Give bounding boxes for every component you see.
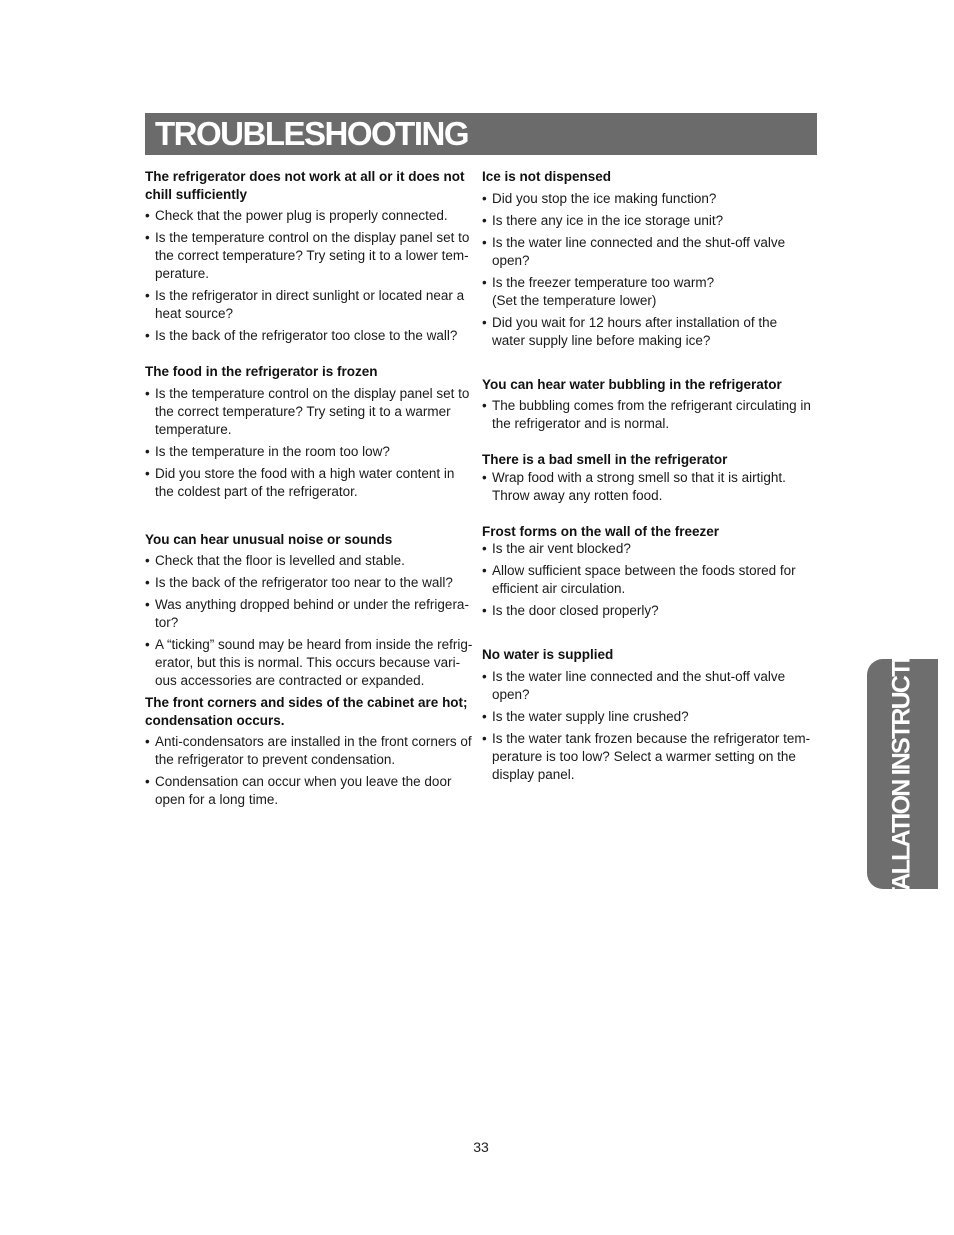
bullet-icon: • — [145, 774, 150, 789]
list-item — [482, 190, 812, 208]
bullet-icon: • — [482, 234, 487, 250]
list-item — [482, 540, 812, 558]
left-column — [145, 168, 473, 809]
bullet-icon: • — [145, 465, 150, 481]
list-item — [482, 562, 812, 598]
section-heading: There is a bad smell in the refrigerator — [482, 452, 728, 467]
bullet-icon: • — [145, 553, 150, 568]
list-item-text: A “ticking” sound may be heard from inside the refrig- erator, but this is normal. This occurs because vari- ous accessories are contracted or expanded. — [155, 637, 473, 688]
bullet-icon: • — [482, 314, 487, 330]
list-item-text: Did you store the food with a high water content in the coldest part of the refrigerator. — [155, 465, 455, 499]
list-item — [482, 397, 812, 433]
list-item — [145, 773, 473, 809]
list-item-text: Is there any ice in the ice storage unit? — [492, 212, 724, 228]
section-ice-not-dispensed — [482, 168, 812, 350]
list-item — [145, 636, 473, 690]
bullet-icon: • — [482, 668, 487, 684]
section-food-frozen — [145, 363, 473, 501]
page-number: 33 — [473, 1139, 489, 1155]
section-heading: No water is supplied — [482, 647, 614, 662]
list-item-text: Is the air vent blocked? — [492, 541, 631, 556]
section-heading: The refrigerator does not work at all or it does not chill sufficiently — [145, 169, 465, 202]
side-tab — [867, 609, 938, 939]
section-heading: The food in the refrigerator is frozen — [145, 364, 378, 379]
list-item-text: Is the temperature in the room too low? — [155, 443, 390, 459]
list-item-text: Is the freezer temperature too warm? (Set the temperature lower) — [492, 274, 715, 308]
list-item-text: Is the back of the refrigerator too near to the wall? — [155, 575, 453, 590]
bullet-list — [145, 552, 473, 690]
section-water-bubbling — [482, 376, 812, 434]
bullet-icon: • — [482, 274, 487, 290]
bullet-icon: • — [482, 398, 487, 413]
bullet-icon: • — [145, 597, 150, 612]
list-item — [145, 733, 473, 769]
list-item — [145, 229, 473, 283]
bullet-icon: • — [482, 708, 487, 724]
section-heading: You can hear water bubbling in the refrigerator — [482, 376, 782, 392]
bullet-list — [482, 540, 812, 620]
bullet-icon: • — [482, 603, 487, 618]
list-item-text: Was anything dropped behind or under the refrigera- tor? — [155, 597, 469, 630]
list-item — [145, 385, 473, 439]
list-item-text: Condensation can occur when you leave the door open for a long time. — [155, 774, 452, 807]
list-item-text: Is the water supply line crushed? — [492, 708, 689, 724]
section-heading: Ice is not dispensed — [482, 169, 612, 184]
list-item-text: Did you wait for 12 hours after installation of the water supply line before making ice? — [492, 314, 778, 348]
list-item — [145, 552, 473, 570]
list-item — [145, 287, 473, 323]
section-bad-smell — [482, 451, 812, 505]
page-title: TROUBLESHOOTING — [155, 115, 468, 152]
list-item — [145, 596, 473, 632]
bullet-icon: • — [145, 385, 150, 401]
list-item — [482, 314, 812, 350]
list-item — [145, 207, 473, 225]
bullet-icon: • — [145, 288, 150, 303]
list-item-text: Is the water tank frozen because the refrigerator tem- perature is too low? Select a warmer setting on the display panel. — [492, 730, 811, 782]
bullet-icon: • — [482, 563, 487, 578]
bullet-list — [145, 207, 473, 345]
bullet-icon: • — [482, 212, 487, 228]
list-item — [482, 708, 812, 726]
list-item — [482, 212, 812, 230]
list-item — [145, 443, 473, 461]
list-item — [482, 730, 812, 784]
bullet-list — [482, 469, 812, 505]
section-not-chilling — [145, 168, 473, 345]
list-item-text: Check that the floor is levelled and stable. — [155, 553, 405, 568]
list-item — [482, 469, 812, 505]
bullet-list — [482, 397, 812, 433]
section-no-water — [482, 646, 812, 784]
list-item — [145, 327, 473, 345]
section-frost-freezer — [482, 523, 812, 621]
list-item — [145, 465, 473, 501]
list-item-text: Allow sufficient space between the foods stored for efficient air circulation. — [492, 563, 796, 596]
bullet-list — [145, 733, 473, 809]
bullet-icon: • — [482, 541, 487, 556]
list-item — [145, 574, 473, 592]
section-unusual-noise — [145, 531, 473, 691]
list-item — [482, 274, 812, 310]
list-item-text: Is the temperature control on the display panel set to the correct temperature? Try seting it to a warmer temperature. — [155, 385, 470, 437]
bullet-list — [482, 668, 812, 784]
bullet-icon: • — [145, 637, 150, 652]
list-item-text: Is the door closed properly? — [492, 603, 659, 618]
title-bar — [145, 113, 817, 155]
side-tab-label: INSTALLATION INSTRUCTIONS — [887, 609, 916, 939]
list-item-text: Anti-condensators are installed in the front corners of the refrigerator to prevent condensation. — [155, 734, 472, 767]
bullet-icon: • — [482, 469, 487, 485]
bullet-icon: • — [145, 575, 150, 590]
list-item-text: Is the water line connected and the shut-off valve open? — [492, 668, 786, 702]
list-item — [482, 668, 812, 704]
section-heading: You can hear unusual noise or sounds — [145, 531, 393, 547]
list-item — [482, 234, 812, 270]
section-heading: The front corners and sides of the cabinet are hot; condensation occurs. — [145, 695, 468, 728]
bullet-icon: • — [145, 230, 150, 245]
bullet-list — [482, 190, 812, 350]
list-item-text: Wrap food with a strong smell so that it is airtight. Throw away any rotten food. — [492, 469, 786, 503]
bullet-icon: • — [145, 734, 150, 749]
list-item — [482, 602, 812, 620]
section-heading: Frost forms on the wall of the freezer — [482, 523, 720, 539]
list-item-text: Check that the power plug is properly connected. — [155, 208, 448, 223]
list-item-text: Is the temperature control on the display panel set to the correct temperature? Try seting it to a lower tem- perature. — [155, 230, 470, 281]
list-item-text: Is the back of the refrigerator too close to the wall? — [155, 328, 458, 343]
list-item-text: The bubbling comes from the refrigerant circulating in the refrigerator and is normal. — [492, 398, 811, 431]
list-item-text: Is the refrigerator in direct sunlight or located near a heat source? — [155, 288, 465, 321]
bullet-list — [145, 385, 473, 501]
bullet-icon: • — [145, 328, 150, 343]
section-condensation — [145, 694, 473, 809]
bullet-icon: • — [482, 730, 487, 746]
bullet-icon: • — [145, 208, 150, 223]
right-column — [482, 168, 812, 784]
list-item-text: Is the water line connected and the shut-off valve open? — [492, 234, 786, 268]
list-item-text: Did you stop the ice making function? — [492, 190, 717, 206]
bullet-icon: • — [145, 443, 150, 459]
bullet-icon: • — [482, 190, 487, 206]
